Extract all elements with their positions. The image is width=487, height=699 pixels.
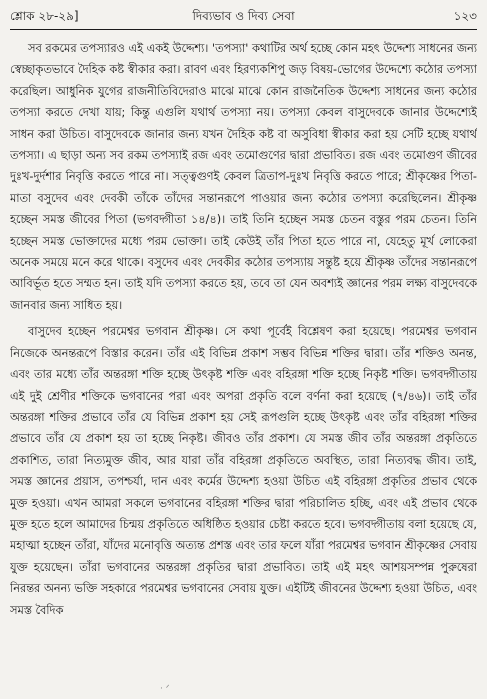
- paragraph-2: বাসুদেব হচ্ছেন পরমেশ্বর ভগবান শ্রীকৃষ্ণ। সে কথা পূর্বেই বিশ্লেষণ করা হয়েছে। পরমেশ্বর ভগবান নিজেকে অনন্তরূপে বিস্তার করেন। তাঁর এই বিভিন্ন প্রকাশ সম্ভব বিভিন্ন শক্তির দ্বারা। তাঁর শক্তিও অনন্ত, এবং তার মধ্যে তাঁর অন্তরঙ্গা শক্তি হচ্ছে উৎকৃষ্ট শক্তি এবং বহিরঙ্গা শক্তি হচ্ছে নিকৃষ্ট শক্তি। ভগবদ্গীতায় এই দুই শ্রেণীর শক্তিকে ভগবানের পরা এবং অপরা প্রকৃতি বলে বর্ণনা করা হয়েছে (৭/৪৬)। তাই তাঁর অন্তরঙ্গা শক্তির প্রভাবে তাঁর যে বিভিন্ন প্রকাশ হয় সেই রূপগুলি হচ্ছে উৎকৃষ্ট এবং তাঁর বহিরঙ্গা শক্তির প্রভাবে তাঁর যে প্রকাশ হয় তা হচ্ছে নিকৃষ্ট। জীবও তাঁর প্রকাশ। যে সমস্ত জীব তাঁর অন্তরঙ্গা প্রকৃতিতে প্রকাশিত, তারা নিত্যমুক্ত জীব, আর যারা তাঁর বহিরঙ্গা প্রকৃতিতে অবস্থিত, তারা নিত্যবদ্ধ জীব। তাই, সমস্ত জ্ঞানের প্রয়াস, তপশ্চর্যা, দান এবং কর্মের উদ্দেশ্য হওয়া উচিত এই বহিরঙ্গা প্রকৃতির প্রভাব থেকে মুক্ত হওয়া। এখন আমরা সকলে ভগবানের বহিরঙ্গা শক্তির দ্বারা পরিচালিত হচ্ছি, এবং এই প্রভাব থেকে মুক্ত হতে হলে আমাদের চিন্ময় প্রকৃতিতে অধিষ্ঠিত হওয়ার চেষ্টা করতে হবে। ভগবদ্গীতায় বলা হয়েছে যে, মহাত্মা হচ্ছেন তাঁরা, যাঁদের মনোবৃত্তি অত্যন্ত প্রশস্ত এবং তার ফলে যাঁরা পরমেশ্বর ভগবান শ্রীকৃষ্ণের সেবায় যুক্ত হয়েছেন। তাঁরা ভগবানের অন্তরঙ্গা প্রকৃতির দ্বারা প্রভাবিত। তাই এই মহৎ আশয়সম্পন্ন পুরুষেরা নিরন্তর অনন্য ভক্তি সহকারে পরমেশ্বর ভগবানের সেবায় যুক্ত। এইটিই জীবনের উদ্দেশ্য হওয়া উচিত, এবং সমস্ত বৈদিক: [10, 325, 477, 617]
- page-body: [10, 38, 477, 691]
- chapter-title: দিব্যভাব ও দিব্য সেবা: [192, 9, 295, 23]
- header-divider: [10, 29, 477, 30]
- scan-mark: · ᐟ: [160, 684, 170, 694]
- page-number: ১২৩: [453, 9, 477, 23]
- running-header: [10, 8, 477, 28]
- paragraph-1: সব রকমের তপস্যারও এই একই উদ্দেশ্য। 'তপস্যা' কথাটির অর্থ হচ্ছে কোন মহৎ উদ্দেশ্য সাধনের জন্য স্বেচ্ছাকৃতভাবে দৈহিক কষ্ট স্বীকার করা। রাবণ এবং হিরণ্যকশিপু জড় বিষয়-ভোগের উদ্দেশ্যে কঠোর তপস্যা করেছিল। আধুনিক যুগের রাজনীতিবিদেরাও মাঝে মাঝে কোন রাজনৈতিক উদ্দেশ্য সাধনের জন্য কঠোর তপস্যা করতে দেখা যায়; কিন্তু এগুলি যথার্থ তপস্যা নয়। তপস্যা কেবল বাসুদেবকে জানার উদ্দেশ্যেই সাধন করা উচিত। বাসুদেবকে জানার জন্য যখন দৈহিক কষ্ট বা অসুবিধা স্বীকার করা হয় সেটি হচ্ছে যথার্থ তপস্যা। এ ছাড়া অন্য সব রকম তপস্যাই রজ এবং তমোগুণের দ্বারা প্রভাবিত। রজ এবং তমোগুণ জীবের দুঃখ-দুর্দশার নিবৃত্তি করতে পারে না। সত্ত্বগুণই কেবল ত্রিতাপ-দুঃখ নিবৃত্তি করতে পারে; শ্রীকৃষ্ণের পিতা-মাতা বসুদেব এবং দেবকী তাঁকে তাঁদের সন্তানরূপে পাওয়ার জন্য কঠোর তপস্যা করেছিলেন। শ্রীকৃষ্ণ হচ্ছেন সমস্ত জীবের পিতা (ভগবদ্গীতা ১৪/৪)। তাই তিনি হচ্ছেন সমস্ত চেতন বস্তুর পরম চেতন। তিনি হচ্ছেন সমস্ত ভোক্তাদের মধ্যে পরম ভোক্তা। তাই কেউই তাঁর পিতা হতে পারে না, যেহেতু মূর্খ লোকেরা অনেক সময়ে মনে করে থাকে। বসুদেব এবং দেবকীর কঠোর তপস্যায় সন্তুষ্ট হয়ে শ্রীকৃষ্ণ তাঁদের সন্তানরূপে আবির্ভূত হতে সম্মত হন। তাই যদি তপস্যা করতে হয়, তবে তা যেন অবশ্যই জ্ঞানের পরম লক্ষ্য বাসুদেবকে জানবার জন্য সাধিত হয়।: [10, 42, 477, 312]
- verse-reference: শ্লোক ২৮-২৯]: [10, 9, 79, 23]
